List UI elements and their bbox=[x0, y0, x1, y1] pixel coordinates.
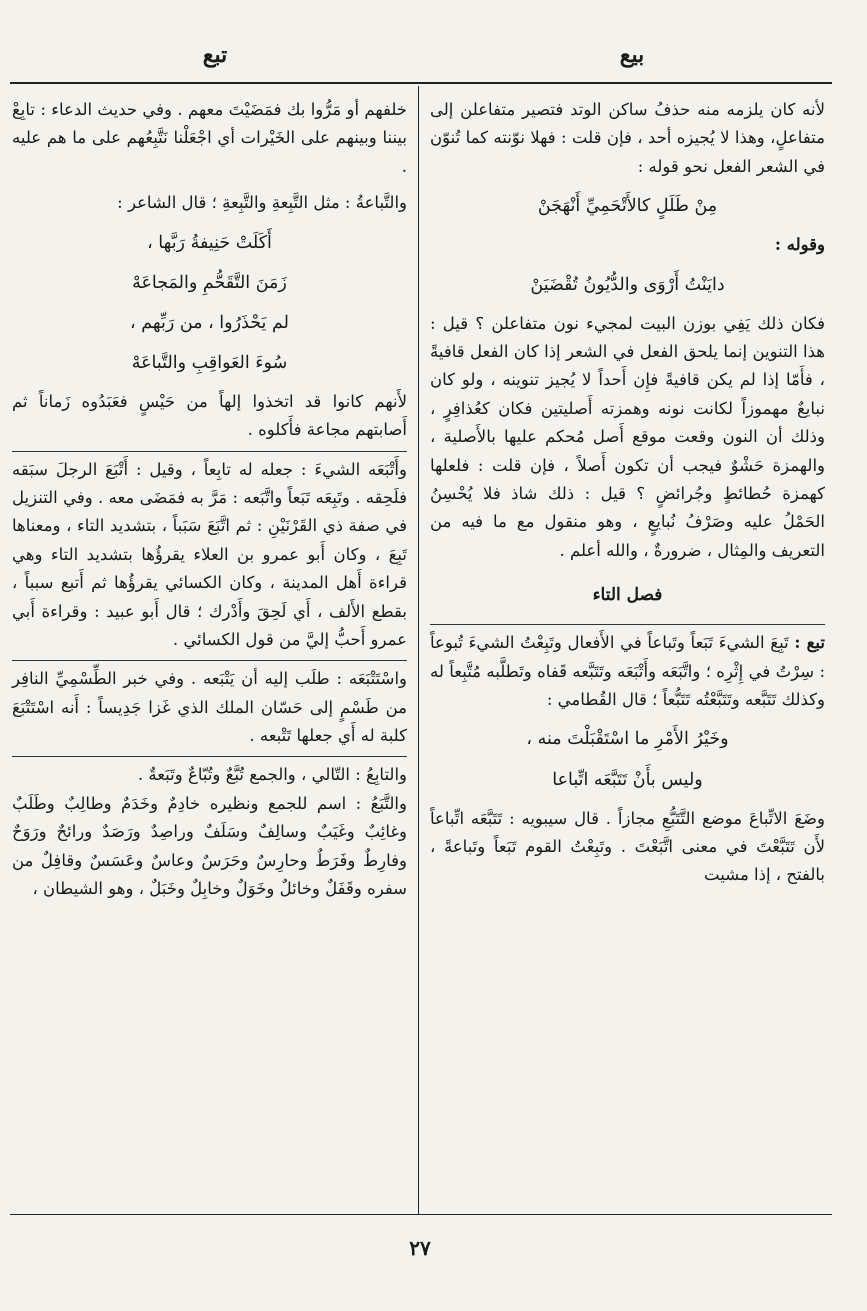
verse-line: زَمَنَ التَّقَحُّمِ والمَجاعَهْ bbox=[132, 272, 287, 293]
paragraph: فكان ذلك يَفِي بوزن البيت لمجيء نون متفاعلن ؟ قيل : هذا التنوين إنما يلحق الفعل في الشعر إذا كان الفعل قافيةً ، فأَمّا إذا لم يكن قافيةً فإِن أَحداً لا يُجيز تنوينه ، ولو كان نبايعٌ مهموزاً لكانت نونه وهمزته أَصليتين فكان كعُذافِرٍ ، وذلك أن النون وقعت موقع أَصل مُحكم عليها بالأَصلية ، والهمزة حَشْوٌ فيجب أن تكون أَصلاً ، فإن قلت : فلعلها كهمزة حُطائطٍ وجُرائضٍ ؟ قيل : ذلك شاذ فلا يُحْسِنُ الحَمْلُ عليه وصَرْفُ نُبايعٍ ، وهو منقول مع ما فيه من التعريف والمِثال ، ضرورةٌ ، والله أعلم . bbox=[430, 313, 825, 560]
paragraph: وقوله : bbox=[774, 235, 825, 255]
paragraph-rule bbox=[12, 756, 407, 757]
right-column bbox=[430, 96, 825, 890]
running-head-right: بيع bbox=[619, 42, 645, 68]
column-divider bbox=[418, 86, 419, 1214]
paragraph: وضَعَ الاتِّباعَ موضع التَّتَبُّعِ مجازاً . قال سيبويه : تَتَبَّعَه اتِّباعاً لأَن تَتَبَّعْتَ في معنى اتَّبَعْتَ . وتَبِعْتُ القوم تَبَعاً وتَباعةً ، بالفتح ، إذا مشيت bbox=[430, 808, 825, 885]
paragraph: لأنه كان يلزمه منه حذفُ ساكن الوتد فتصير متفاعلن إلى متفاعلٍ، وهذا لا يُجيزه أحد ، فإن قلت : فهلا نوّنته كما تُنوّن في الشعر الفعل نحو قوله : bbox=[430, 100, 825, 176]
verse-line: وليس بأَنْ تَتَبَّعَه اتِّباعا bbox=[552, 769, 703, 790]
paragraph: والتابِعُ : التّالي ، والجمع تُبَّعٌ وتُبّاعٌ وتَبَعةٌ . bbox=[137, 765, 407, 785]
verse-line: دايَنْتُ أَرْوَى والدُّيُونُ تُقْضَيَنْ bbox=[530, 274, 725, 295]
verse-line: وخَيْرُ الأَمْرِ ما اسْتَقْبَلْتَ منه ، bbox=[526, 729, 729, 750]
paragraph-rule bbox=[12, 660, 407, 661]
section-rule bbox=[430, 624, 825, 625]
paragraph-rule bbox=[12, 451, 407, 452]
footer-rule bbox=[10, 1214, 832, 1215]
left-column bbox=[12, 96, 407, 903]
verse-line: لم يَحْذَرُوا ، من رَبِّهم ، bbox=[130, 312, 289, 333]
paragraph: لأَنهم كانوا قد اتخذوا إلهاً من حَيْسٍ فعَبَدُوه زَماناً ثم أَصابتهم مجاعة فأَكلوه . bbox=[12, 391, 407, 440]
verse-line: أَكَلَتْ حَنِيفةُ رَبَّها ، bbox=[147, 232, 272, 253]
paragraph: واسْتَتْبَعَه : طلَب إليه أن يَتْبَعه . وفي خبر الطِّسْمِيِّ النافِر من طَسْمٍ إلى حَسّان الملك الذي غَزا جَدِيساً : أَنه اسْتَتْبَعَ كلبة له أَي جعلها تَتْبعه . bbox=[12, 669, 407, 745]
paragraph: وأَتْبَعَه الشيءَ : جعله له تابِعاً ، وقيل : أَتْبَعَ الرجلَ سبَقه فلَحِقه . وتَبِعَه تَبَعاً واتَّبَعه : مَرَّ به فمَضَى معه . وفي التنزيل في صفة ذي القَرْنَيْنِ : ثم اتَّبَعَ سَبَباً ، بتشديد التاء ، ومعناها تَبِعَ ، وكان أَبو عمرو بن العلاء يقرؤُها بتشديد التاء وهي قراءة أَهل المدينة ، وكان الكسائي يقرؤُها ثم أَتبع سبباً ، بقطع الأَلف ، أَي لَحِقَ وأَدْرك ؛ قال أَبو عبيد : وقراءة أَبي عمرو أَحبُّ إليَّ من قول الكسائي . bbox=[12, 459, 407, 649]
verse-line: مِنْ طَلَلٍ كالأَتْحَمِيِّ أَنْهَجَنْ bbox=[537, 196, 718, 217]
entry-text: تَبِعَ الشيءَ تَبَعاً وتَباعاً في الأَفعال وتَبِعْتُ الشيءَ تُبوعاً : سِرْتُ في إِثْرِه ؛ واتَّبَعَه وأَتْبَعَه وتَتَبَّعه قَفاه وتَطلَّبه مُتَّبِعاً له وكذلك تَتَبَّعه وتَتَبَّعْتُه تَتَبُّعاً ؛ قال القُطامي : bbox=[430, 633, 825, 710]
paragraph: والتَّباعةُ : مثل التَّبِعةِ والتَّبِعةِ ؛ قال الشاعر : bbox=[117, 193, 407, 213]
verse-line: سُوءَ العَواقِبِ والتَّباعَهْ bbox=[131, 352, 288, 373]
entry-headword: تبع : bbox=[794, 633, 825, 653]
page-number: ٢٧ bbox=[409, 1236, 431, 1260]
section-heading: فصل التاء bbox=[592, 585, 663, 606]
running-head-left: تبع bbox=[202, 42, 228, 68]
paragraph: خلفهم أو مَرُّوا بك فمَضَيْتَ معهم . وفي حديث الدعاء : تابِعْ بيننا وبينهم على الخَيْرات أي اجْعَلْنا نَتَّبِعُهم على ما هم عليه . bbox=[12, 100, 407, 176]
paragraph: والتَّبَعُ : اسم للجمع ونظيره خادِمٌ وخَدَمٌ وطالِبٌ وطَلَبٌ وغائِبٌ وغَيَبٌ وسالِفٌ وسَلَفٌ وراصِدٌ ورَصَدٌ ورائحٌ ورَوَحٌ وفارِطٌ وفَرَطٌ وحارِسٌ وحَرَسٌ وعاسٌ وعَسَسٌ وقافِلٌ من سفره وقَفَلٌ وخائلٌ وخَوَلٌ وخابِلٌ وخَبَلٌ ، وهو الشيطان ، bbox=[12, 793, 407, 898]
header-rule bbox=[10, 82, 832, 84]
entry-paragraph bbox=[430, 629, 825, 714]
